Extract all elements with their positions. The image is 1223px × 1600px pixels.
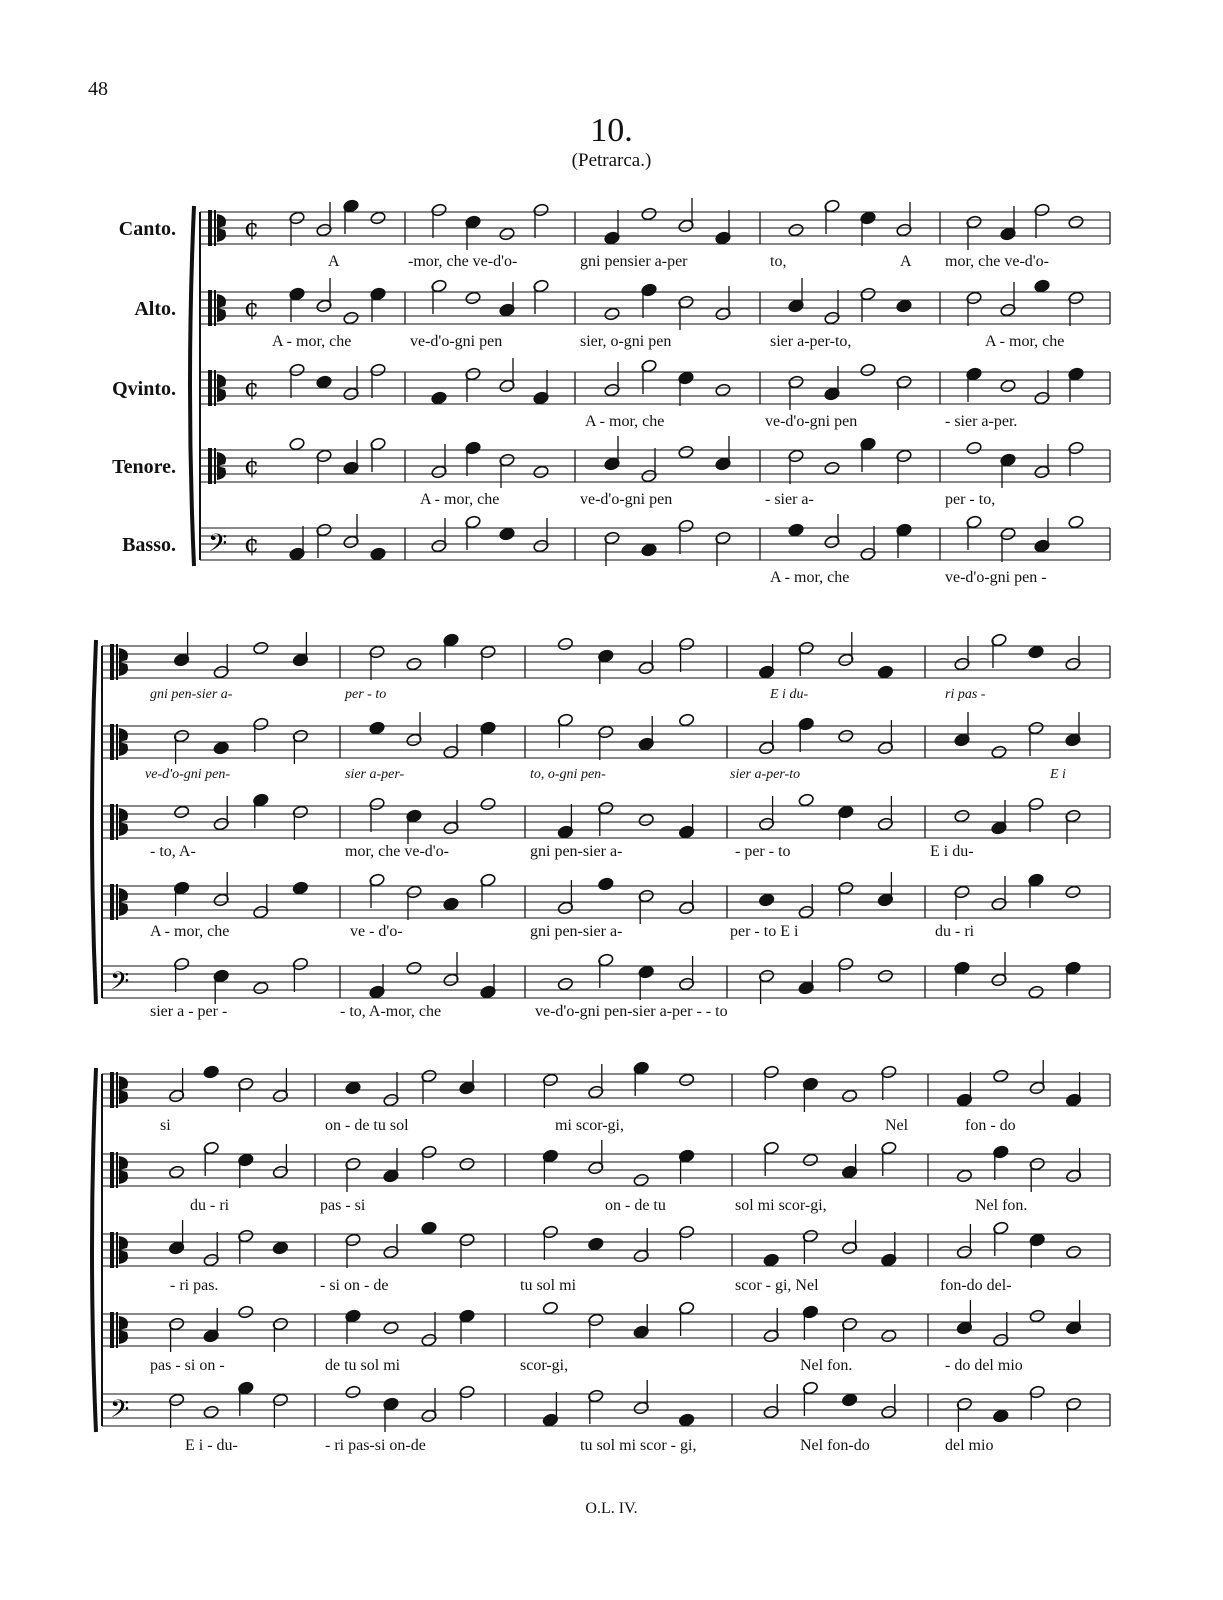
notehead xyxy=(369,721,386,735)
lyric-quinto: gni pen-sier a- xyxy=(530,843,623,860)
notehead xyxy=(1065,885,1082,899)
notehead xyxy=(316,375,333,389)
notehead xyxy=(838,729,855,743)
lyric-basso: - ri pas-si on-de xyxy=(325,1437,426,1454)
part-name-tenore: Tenore. xyxy=(112,456,176,478)
lyric-alto: on - de tu xyxy=(605,1197,666,1214)
poet-credit: (Petrarca.) xyxy=(571,150,652,171)
notehead xyxy=(1029,1309,1046,1323)
c-clef-bar xyxy=(116,804,118,840)
lyric-alto: A - mor, che xyxy=(985,333,1065,350)
lyric-basso: - to, A-mor, che xyxy=(340,1003,442,1020)
cut-time-icon: ¢ xyxy=(244,374,260,402)
notehead xyxy=(802,1153,819,1167)
notehead xyxy=(168,1165,185,1179)
lyric-canto: to, xyxy=(770,253,787,270)
c-clef-icon xyxy=(208,290,212,326)
notehead xyxy=(993,1069,1010,1083)
c-clef-icon xyxy=(110,1312,114,1348)
notehead xyxy=(798,793,815,807)
notehead xyxy=(1068,215,1085,229)
lyric-alto: sier a-per-to xyxy=(730,767,801,782)
notehead xyxy=(956,1169,973,1183)
notehead xyxy=(213,741,230,755)
notehead xyxy=(881,1329,898,1343)
footer-signature: O.L. IV. xyxy=(585,1500,638,1517)
notehead xyxy=(370,211,387,225)
notehead xyxy=(678,1073,695,1087)
lyric-basso: sier a - per - xyxy=(150,1003,228,1020)
notehead xyxy=(533,465,550,479)
lyric-basso: A - mor, che xyxy=(770,569,850,586)
c-clef-icon xyxy=(208,448,212,484)
lyric-canto: mi scor-gi, xyxy=(555,1117,624,1134)
part-name-basso: Basso. xyxy=(122,534,176,556)
notehead xyxy=(345,1385,362,1399)
notehead xyxy=(993,1409,1010,1423)
lyric-canto: A xyxy=(900,253,912,270)
lyric-tenore: scor-gi, xyxy=(520,1357,569,1374)
part-name-quinto: Qvinto. xyxy=(112,378,176,400)
notehead xyxy=(991,745,1008,759)
lyric-alto: sier, o-gni pen xyxy=(580,333,672,350)
lyric-alto: E i xyxy=(1050,767,1066,782)
notehead xyxy=(824,461,841,475)
notehead xyxy=(641,543,658,557)
lyric-quinto: - si on - de xyxy=(320,1277,389,1294)
lyric-alto: sier a-per-to, xyxy=(770,333,852,350)
notehead xyxy=(203,1405,220,1419)
lyric-canto: gni pensier a-per xyxy=(580,253,688,270)
lyric-quinto: scor - gi, Nel xyxy=(735,1277,819,1294)
notehead xyxy=(383,1321,400,1335)
lyric-canto: Nel xyxy=(885,1117,909,1134)
lyric-tenore: gni pen-sier a- xyxy=(530,923,623,940)
lyric-tenore: du - ri xyxy=(935,923,975,940)
notehead xyxy=(557,637,574,651)
notehead xyxy=(877,969,894,983)
bass-clef-icon: 𝄢 xyxy=(110,967,130,1002)
notehead xyxy=(406,961,423,975)
c-clef-icon xyxy=(110,644,114,680)
lyric-tenore: pas - si on - xyxy=(150,1357,225,1374)
lyric-tenore: de tu sol mi xyxy=(325,1357,401,1374)
lyric-canto: mor, che ve-d'o- xyxy=(945,253,1049,270)
bass-clef-icon: 𝄢 xyxy=(110,1395,130,1430)
notehead xyxy=(289,437,306,451)
notehead xyxy=(678,713,695,727)
lyric-quinto: fon-do del- xyxy=(940,1277,1012,1294)
lyric-tenore: Nel fon. xyxy=(800,1357,853,1374)
notehead xyxy=(499,227,516,241)
notehead xyxy=(480,797,497,811)
lyric-canto: per - to xyxy=(345,687,387,702)
notehead xyxy=(678,445,695,459)
lyric-alto: ve-d'o-gni pen- xyxy=(145,767,231,782)
notehead xyxy=(896,299,913,313)
system-bracket xyxy=(92,1068,96,1432)
lyric-quinto: - to, A- xyxy=(150,843,196,860)
lyric-canto: A xyxy=(328,253,340,270)
c-clef-bar xyxy=(116,1152,118,1188)
c-clef-icon xyxy=(110,1152,114,1188)
lyric-alto: sol mi scor-gi, xyxy=(735,1197,827,1214)
notehead xyxy=(841,1089,858,1103)
notehead xyxy=(860,363,877,377)
c-clef-icon xyxy=(208,210,212,246)
c-clef-icon xyxy=(110,804,114,840)
notehead xyxy=(465,291,482,305)
c-clef-bar xyxy=(116,1072,118,1108)
lyric-canto: -mor, che ve-d'o- xyxy=(408,253,518,270)
lyric-tenore: - sier a- xyxy=(765,491,814,508)
lyric-alto: ve-d'o-gni pen xyxy=(410,333,503,350)
lyric-canto: fon - do xyxy=(965,1117,1016,1134)
notehead xyxy=(173,805,190,819)
lyric-quinto: - sier a-per. xyxy=(945,413,1018,430)
lyric-tenore: per - to, xyxy=(945,491,996,508)
c-clef-bar xyxy=(214,370,216,406)
notehead xyxy=(588,1237,605,1251)
lyric-canto: si xyxy=(160,1117,171,1134)
c-clef-bar xyxy=(116,724,118,760)
part-name-alto: Alto. xyxy=(134,298,176,320)
piece-number: 10. xyxy=(590,112,633,149)
notehead xyxy=(788,223,805,237)
c-clef-icon xyxy=(110,724,114,760)
notehead xyxy=(1028,645,1045,659)
notehead xyxy=(641,207,658,221)
notehead xyxy=(557,977,574,991)
notehead xyxy=(1034,279,1051,293)
notehead xyxy=(841,1393,858,1407)
c-clef-icon xyxy=(110,884,114,920)
cut-time-icon: ¢ xyxy=(244,294,260,322)
c-clef-bar xyxy=(214,290,216,326)
page-number: 48 xyxy=(88,78,108,100)
lyric-basso: ve-d'o-gni pen - xyxy=(945,569,1047,586)
lyric-quinto: ve-d'o-gni pen xyxy=(765,413,858,430)
notehead xyxy=(203,1065,220,1079)
lyric-quinto: - per - to xyxy=(735,843,791,860)
notehead xyxy=(238,1305,255,1319)
notehead xyxy=(678,1413,695,1427)
notehead xyxy=(253,641,270,655)
notehead xyxy=(272,1241,289,1255)
notehead xyxy=(788,523,805,537)
c-clef-bar xyxy=(116,644,118,680)
cut-time-icon: ¢ xyxy=(244,530,260,558)
notehead xyxy=(459,1157,476,1171)
lyric-tenore: A - mor, che xyxy=(420,491,500,508)
c-clef-bar xyxy=(116,1232,118,1268)
notehead xyxy=(758,893,775,907)
notehead xyxy=(954,809,971,823)
notehead xyxy=(633,1173,650,1187)
notehead xyxy=(345,1081,362,1095)
c-clef-bar xyxy=(116,884,118,920)
c-clef-bar xyxy=(214,448,216,484)
c-clef-bar xyxy=(116,1312,118,1348)
lyric-tenore: ve-d'o-gni pen xyxy=(580,491,673,508)
cut-time-icon: ¢ xyxy=(244,214,260,242)
c-clef-icon xyxy=(208,370,212,406)
c-clef-bar xyxy=(214,210,216,246)
notehead xyxy=(638,813,655,827)
system-bracket xyxy=(92,640,96,1004)
c-clef-icon xyxy=(110,1232,114,1268)
notehead xyxy=(1065,1245,1082,1259)
lyric-tenore: - do del mio xyxy=(945,1357,1023,1374)
lyric-tenore: per - to E i xyxy=(730,923,799,940)
notehead xyxy=(598,877,615,891)
lyric-canto: on - de tu sol xyxy=(325,1117,409,1134)
notehead xyxy=(431,391,448,405)
lyric-quinto: A - mor, che xyxy=(585,413,665,430)
bass-clef-icon: 𝄢 xyxy=(208,529,228,564)
notehead xyxy=(253,981,270,995)
notehead xyxy=(763,1253,780,1267)
lyric-basso: ve-d'o-gni pen-sier a-per - - to xyxy=(535,1003,728,1020)
notehead xyxy=(1068,515,1085,529)
notehead xyxy=(406,657,423,671)
notehead xyxy=(292,881,309,895)
notehead xyxy=(421,1221,438,1235)
notehead xyxy=(1000,379,1017,393)
lyric-alto: du - ri xyxy=(190,1197,230,1214)
c-clef-icon xyxy=(110,1072,114,1108)
notehead xyxy=(604,307,621,321)
part-name-canto: Canto. xyxy=(118,218,176,240)
lyric-alto: sier a-per- xyxy=(345,767,405,782)
lyric-alto: A - mor, che xyxy=(272,333,352,350)
notehead xyxy=(715,383,732,397)
lyric-basso: tu sol mi scor - gi, xyxy=(580,1437,697,1454)
lyric-canto: ri pas - xyxy=(945,687,986,702)
lyric-quinto: E i du- xyxy=(930,843,974,860)
lyric-alto: Nel fon. xyxy=(975,1197,1028,1214)
notehead xyxy=(443,897,460,911)
lyric-canto: E i du- xyxy=(770,687,809,702)
lyric-quinto: tu sol mi xyxy=(520,1277,577,1294)
lyric-alto: pas - si xyxy=(320,1197,366,1214)
lyric-canto: gni pen-sier a- xyxy=(150,687,233,702)
lyric-tenore: ve - d'o- xyxy=(350,923,403,940)
cut-time-icon: ¢ xyxy=(244,452,260,480)
notehead xyxy=(966,441,983,455)
notehead xyxy=(1028,985,1045,999)
lyric-quinto: - ri pas. xyxy=(170,1277,219,1294)
notehead xyxy=(877,665,894,679)
lyric-basso: Nel fon-do xyxy=(800,1437,870,1454)
notehead xyxy=(499,527,516,541)
lyric-basso: del mio xyxy=(945,1437,994,1454)
notehead xyxy=(542,1301,559,1315)
system-bracket xyxy=(190,206,194,566)
notehead xyxy=(343,311,360,325)
lyric-alto: to, o-gni pen- xyxy=(530,767,606,782)
lyric-basso: E i - du- xyxy=(185,1437,238,1454)
notehead xyxy=(370,547,387,561)
lyric-tenore: A - mor, che xyxy=(150,923,230,940)
lyric-quinto: mor, che ve-d'o- xyxy=(345,843,449,860)
